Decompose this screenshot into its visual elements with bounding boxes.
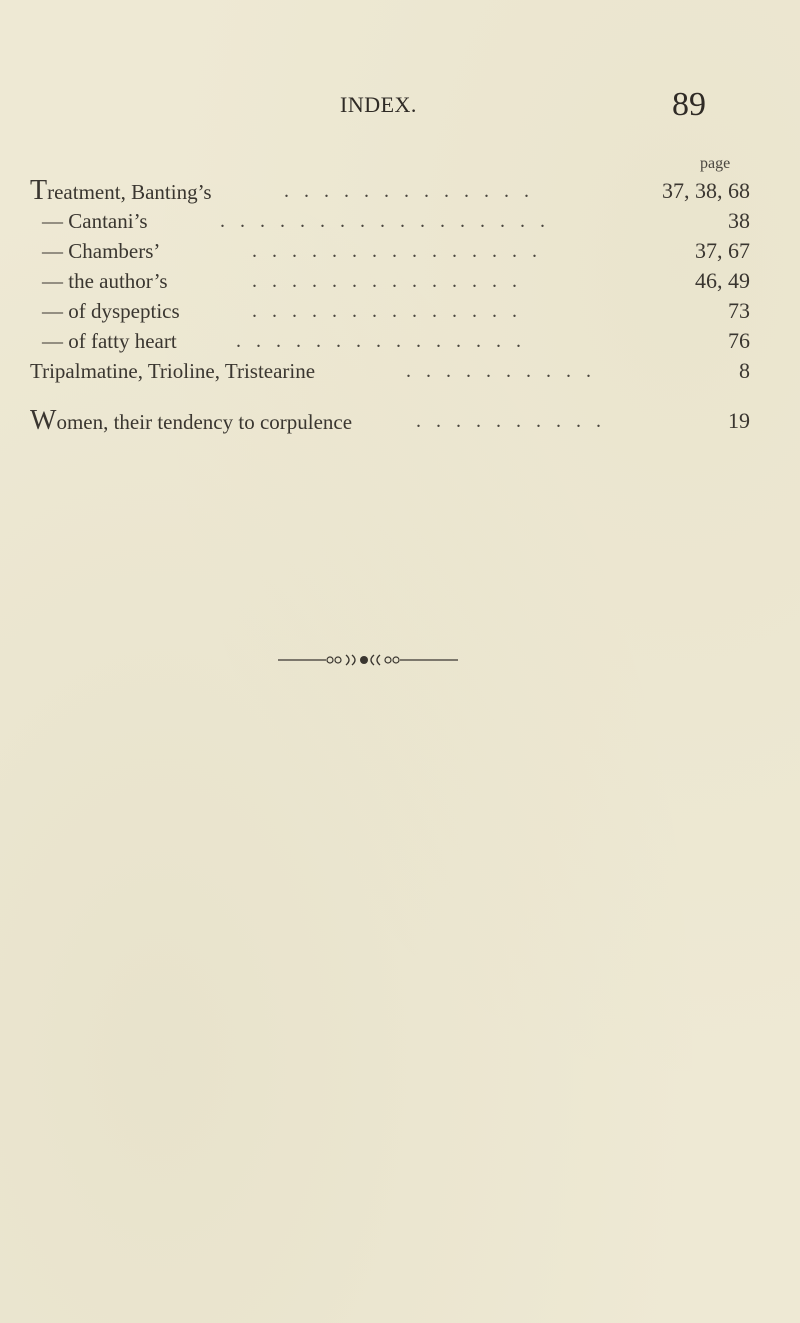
entry-pages: 73	[728, 298, 750, 323]
dot-leader: . . . . . . . . . . . . . . .	[252, 240, 542, 262]
entry-text: — the author’s	[42, 269, 168, 293]
index-entry	[30, 326, 750, 356]
dot-leader: . . . . . . . . . . . . . .	[252, 270, 522, 292]
entry-text: — Cantani’s	[42, 209, 148, 233]
index-entry	[30, 356, 750, 386]
dot-leader: . . . . . . . . . . . . . . .	[236, 330, 526, 352]
entry-text: — of dyspeptics	[42, 299, 180, 323]
entry-pages: 8	[739, 358, 750, 383]
entry-pages: 76	[728, 328, 750, 353]
entry-pages: 46, 49	[695, 268, 750, 293]
index-entry	[30, 266, 750, 296]
dot-leader: . . . . . . . . . .	[406, 360, 596, 382]
index-entry	[30, 406, 750, 436]
dot-leader: . . . . . . . . . .	[416, 410, 606, 432]
entry-text: Women, their tendency to corpulence	[30, 405, 353, 436]
running-header: INDEX.	[340, 92, 417, 117]
index-entry	[30, 206, 750, 236]
dot-leader: . . . . . . . . . . . . . . . . .	[220, 210, 550, 232]
page-number: 89	[672, 86, 706, 123]
index-entries	[30, 176, 750, 436]
page-column-label: page	[700, 155, 731, 172]
entry-text: Treatment, Banting’s	[30, 175, 212, 206]
index-entry	[30, 296, 750, 326]
entry-pages: 37, 67	[695, 238, 750, 263]
entry-pages: 19	[728, 408, 750, 433]
entry-pages: 37, 38, 68	[662, 178, 750, 203]
end-ornament-icon	[278, 652, 458, 668]
dot-leader: . . . . . . . . . . . . . .	[252, 300, 522, 322]
dot-leader: . . . . . . . . . . . . .	[284, 180, 534, 202]
entry-text: — Chambers’	[42, 239, 161, 263]
index-entry	[30, 176, 750, 206]
entry-text: — of fatty heart	[42, 329, 177, 353]
entry-pages: 38	[728, 208, 750, 233]
entry-text: Tripalmatine, Trioline, Tristearine	[30, 359, 316, 383]
index-entry	[30, 236, 750, 266]
